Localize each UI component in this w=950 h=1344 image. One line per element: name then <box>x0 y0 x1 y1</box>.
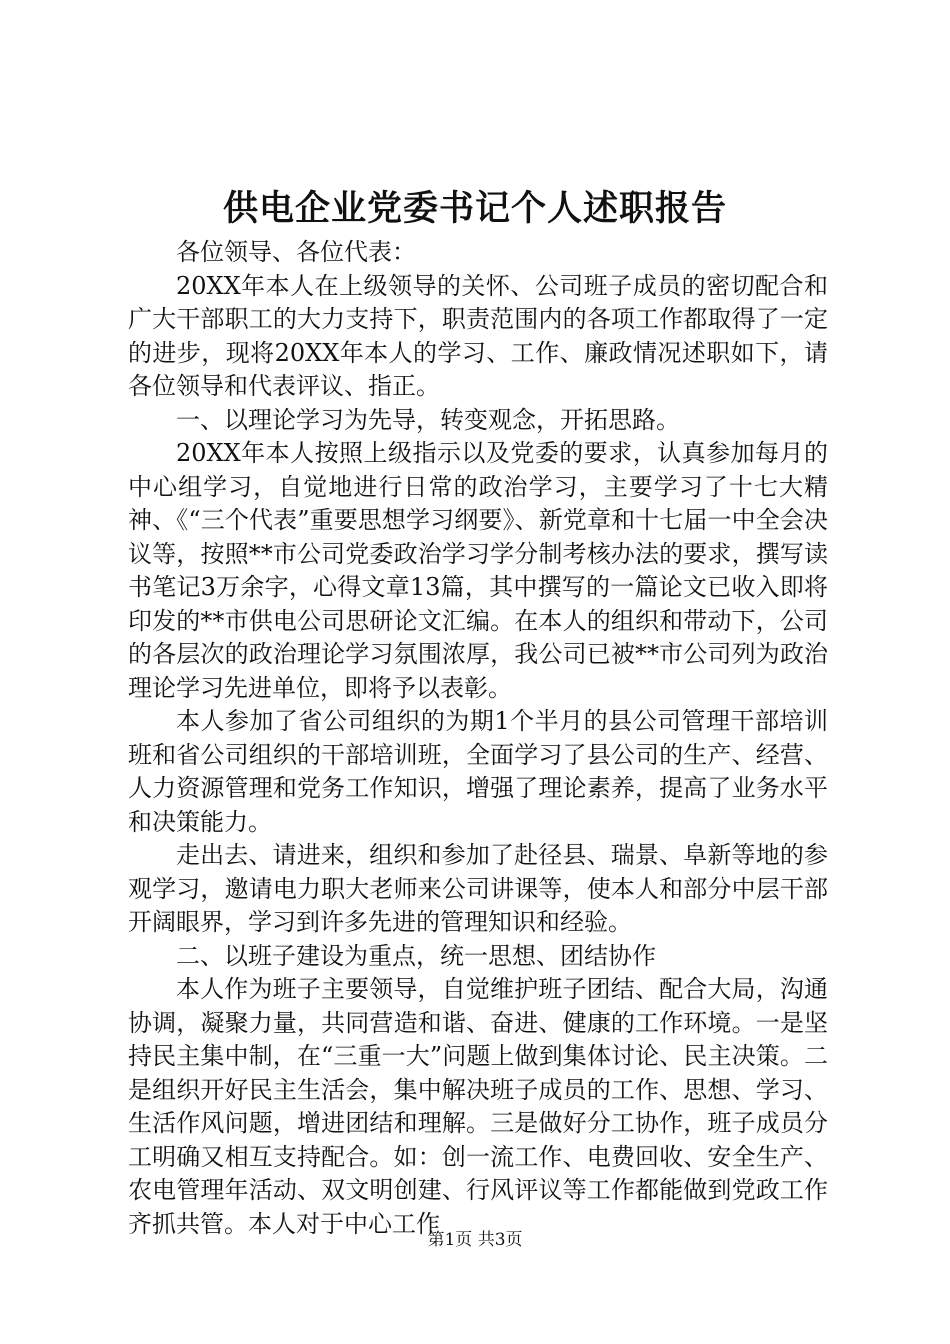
document-body <box>128 236 828 1241</box>
section-heading-1: 一、以理论学习为先导，转变观念，开拓思路。 <box>176 405 680 434</box>
paragraph-visits: 走出去、请进来，组织和参加了赴径县、瑞景、阜新等地的参观学习，邀请电力职大老师来公司讲课等，使本人和部分中层干部开阔眼界，学习到许多先进的管理知识和经验。 <box>128 841 828 936</box>
salutation: 各位领导、各位代表： <box>176 238 416 266</box>
section-heading-2: 二、以班子建设为重点，统一思想、团结协作 <box>176 941 656 970</box>
intro-paragraph: 20XX年本人在上级领导的关怀、公司班子成员的密切配合和广大干部职工的大力支持下，职责范围内的各项工作都取得了一定的进步，现将20XX年本人的学习、工作、廉政情况述职如下，请各位领导和代表评议、指正。 <box>128 271 828 400</box>
paragraph-training: 本人参加了省公司组织的为期1个半月的县公司管理干部培训班和省公司组织的干部培训班，全面学习了县公司的生产、经营、人力资源管理和党务工作知识，增强了理论素养，提高了业务水平和决策能力。 <box>128 707 828 836</box>
document-title: 供电企业党委书记个人述职报告 <box>222 188 727 229</box>
paragraph-team: 本人作为班子主要领导，自觉维护班子团结、配合大局，沟通协调，凝聚力量，共同营造和谐、奋进、健康的工作环境。一是坚持民主集中制，在“三重一大”问题上做到集体讨论、民主决策。二是组织开好民主生活会，集中解决班子成员的工作、思想、学习、生活作风问题，增进团结和理解。三是做好分工协作，班子成员分工明确又相互支持配合。如：创一流工作、电费回收、安全生产、农电管理年活动、双文明创建、行风评议等工作都能做到党政工作齐抓共管。本人对于中心工作 <box>128 975 828 1238</box>
paragraph-study: 20XX年本人按照上级指示以及党委的要求，认真参加每月的中心组学习，自觉地进行日常的政治学习，主要学习了十七大精神、《“三个代表”重要思想学习纲要》、新党章和十七届一中全会决议等，按照**市公司党委政治学习学分制考核办法的要求，撰写读书笔记3万余字，心得文章13篇，其中撰写的一篇论文已收入即将印发的**市供电公司思研论文汇编。在本人的组织和带动下，公司的各层次的政治理论学习氛围浓厚，我公司已被**市公司列为政治理论学习先进单位，即将予以表彰。 <box>128 439 828 702</box>
page-number-footer: 第1页 共3页 <box>427 1230 523 1250</box>
